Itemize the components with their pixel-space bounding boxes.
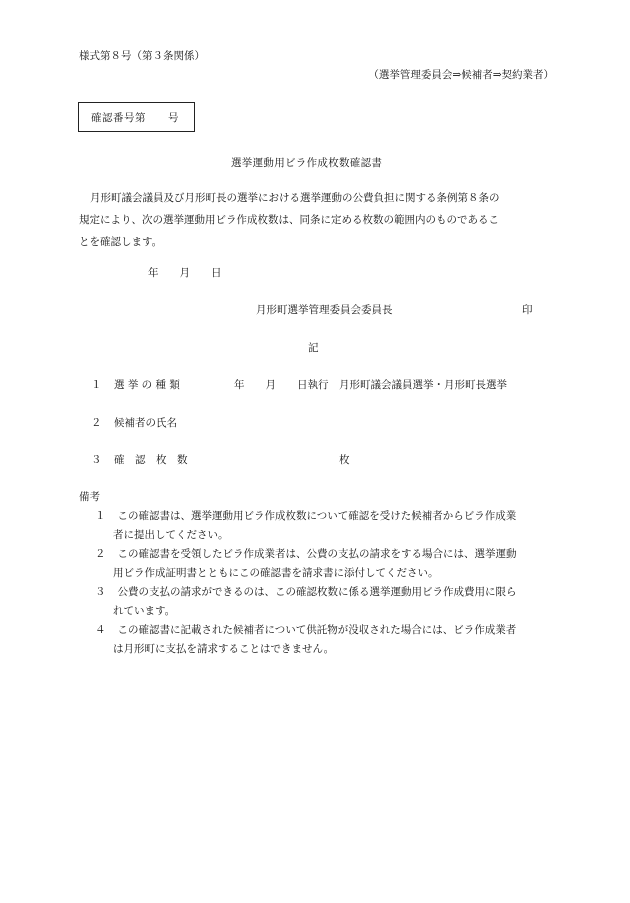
note-text: この確認書に記載された候補者について供託物が没収された場合には、ビラ作成業者	[117, 624, 517, 636]
item-value: 年 月 日執行 月形町議会議員選挙・月形町長選挙	[234, 379, 507, 391]
seal-mark: 印	[522, 304, 533, 316]
note-item	[93, 507, 559, 545]
item-label: 確 認 枚 数	[114, 454, 188, 466]
note-text: 用ビラ作成証明書とともにこの確認書を請求書に添付してください。	[113, 567, 439, 579]
note-item	[93, 621, 559, 659]
body-line: 月形町議会議員及び月形町長の選挙における選挙運動の公費負担に関する条例第８条の	[90, 192, 500, 204]
body-line: とを確認します。	[79, 236, 163, 248]
confirmation-number-label: 確認番号第 号	[91, 112, 179, 124]
document-title: 選挙運動用ビラ作成枚数確認書	[231, 157, 383, 169]
routing-note: （選挙管理委員会⇒候補者⇒契約業者）	[368, 69, 554, 81]
note-text: 者に提出してください。	[113, 529, 229, 541]
body-line: 規定により、次の選挙運動用ビラ作成枚数は、同条に定める枚数の範囲内のものであるこ	[79, 214, 499, 226]
notes-list	[79, 507, 559, 659]
note-number: １	[95, 510, 106, 522]
form-number: 様式第８号（第３条関係）	[79, 50, 205, 62]
note-text: れています。	[113, 605, 176, 617]
notes-heading: 備考	[79, 491, 100, 503]
body-paragraph	[79, 187, 555, 253]
item-number: ２	[91, 417, 102, 429]
note-text: この確認書を受領したビラ作成業者は、公費の支払の請求をする場合には、選挙運動	[117, 548, 517, 560]
note-number: ２	[95, 548, 106, 560]
item-value: 枚	[339, 454, 350, 466]
item-number: １	[91, 379, 102, 391]
note-number: ３	[95, 586, 106, 598]
item-label: 選 挙 の 種 類	[114, 379, 180, 391]
ki-heading: 記	[308, 342, 319, 354]
note-text: は月形町に支払を請求することはできません。	[113, 643, 335, 655]
note-item	[93, 583, 559, 621]
item-number: ３	[91, 454, 102, 466]
note-text: 公費の支払の請求ができるのは、この確認枚数に係る選挙運動用ビラ作成費用に限ら	[117, 586, 517, 598]
date-line: 年 月 日	[148, 267, 222, 279]
issuer-title: 月形町選挙管理委員会委員長	[256, 304, 393, 316]
note-number: ４	[95, 624, 106, 636]
note-item	[93, 545, 559, 583]
confirmation-number-box	[78, 102, 195, 132]
note-text: この確認書は、選挙運動用ビラ作成枚数について確認を受けた候補者からビラ作成業	[117, 510, 517, 522]
item-label: 候補者の氏名	[114, 417, 177, 429]
